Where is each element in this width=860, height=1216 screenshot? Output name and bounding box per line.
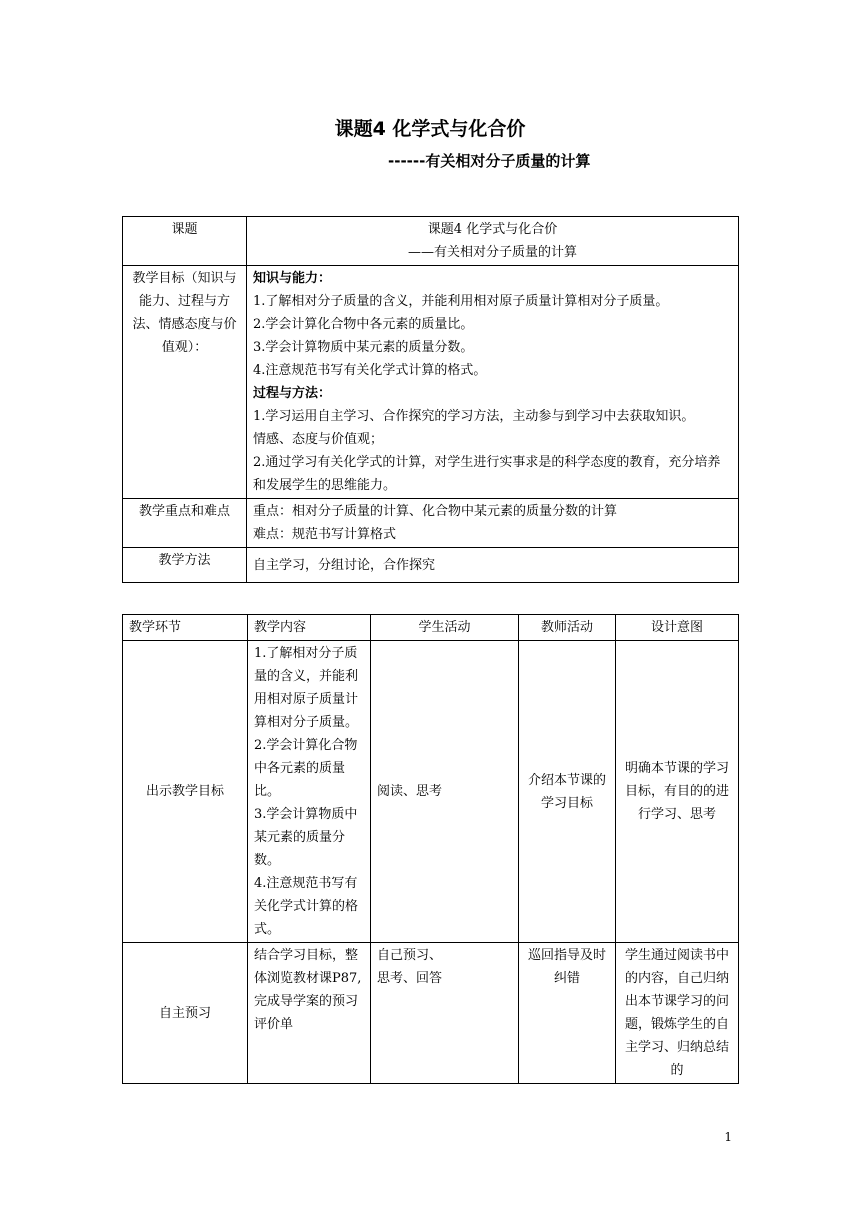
- table-row: [123, 943, 739, 1084]
- content-item: 4.注意规范书写有关化学式计算的格式。: [254, 876, 359, 937]
- goal-item: 1.了解相对分子质量的含义，并能利用相对原子质量计算相对分子质量。: [253, 294, 669, 309]
- topic-value: [247, 217, 739, 266]
- content-item: 3.学会计算物质中某元素的质量分数。: [254, 807, 358, 868]
- column-header: 教学环节: [123, 615, 248, 641]
- topic-value-line: ——有关相对分子质量的计算: [407, 245, 577, 260]
- goal-section-heading: 知识与能力：: [253, 271, 332, 286]
- content-cell: [248, 641, 371, 943]
- method-row: [123, 548, 739, 583]
- column-header: 教师活动: [519, 615, 616, 641]
- keypoint-line: 重点：相对分子质量的计算、化合物中某元素的质量分数的计算: [253, 504, 618, 519]
- method-value: 自主学习，分组讨论，合作探究: [247, 548, 739, 583]
- student-activity-line: 阅读、思考: [377, 784, 443, 799]
- topic-label: 课题: [123, 217, 247, 266]
- stage-cell: 自主预习: [123, 943, 248, 1084]
- column-header: 教学内容: [248, 615, 371, 641]
- student-activity-line: 思考、回答: [377, 971, 443, 986]
- content-item: 结合学习目标，整体浏览教材课P87,完成导学案的预习评价单: [254, 948, 362, 1032]
- teaching-process-table: [122, 614, 739, 1084]
- topic-value-line: 课题4 化学式与化合价: [427, 222, 558, 237]
- column-header: 学生活动: [371, 615, 519, 641]
- lesson-info-table: [122, 216, 739, 583]
- goal-item: 情感、态度与价值观；: [253, 432, 384, 447]
- design-intent-cell: 明确本节课的学习目标，有目的的进行学习、思考: [616, 641, 739, 943]
- process-header-row: [123, 615, 739, 641]
- design-intent-cell: 学生通过阅读书中的内容，自己归纳出本节课学习的问题，锻炼学生的自主学习、归纳总结的: [616, 943, 739, 1084]
- student-activity-cell: [371, 943, 519, 1084]
- goals-content: [247, 266, 739, 499]
- keypoints-row: [123, 499, 739, 548]
- keypoints-label: 教学重点和难点: [123, 499, 247, 548]
- process-body: [123, 641, 739, 1084]
- goal-item: 2.学会计算化合物中各元素的质量比。: [253, 317, 474, 332]
- document-subtitle: ------有关相对分子质量的计算: [388, 152, 591, 170]
- goal-section-heading: 过程与方法：: [253, 386, 332, 401]
- stage-cell: 出示教学目标: [123, 641, 248, 943]
- method-label: 教学方法: [123, 548, 247, 583]
- column-header: 设计意图: [616, 615, 739, 641]
- teacher-activity-cell: 巡回指导及时纠错: [519, 943, 616, 1084]
- document-title: 课题4 化学式与化合价: [334, 118, 526, 140]
- goal-item: 2.通过学习有关化学式的计算，对学生进行实事求是的科学态度的教育，充分培养和发展学生的思维能力。: [253, 455, 721, 493]
- table-row: [123, 641, 739, 943]
- content-item: 1.了解相对分子质量的含义，并能利用相对原子质量计算相对分子质量。: [254, 646, 359, 730]
- content-cell: [248, 943, 371, 1084]
- goal-item: 1.学习运用自主学习、合作探究的学习方法，主动参与到学习中去获取知识。: [253, 409, 695, 424]
- keypoints-content: [247, 499, 739, 548]
- topic-row: [123, 217, 739, 266]
- student-activity-line: 自己预习、: [377, 948, 443, 963]
- student-activity-cell: [371, 641, 519, 943]
- keypoint-line: 难点：规范书写计算格式: [253, 527, 397, 542]
- page-number: 1: [724, 1130, 732, 1144]
- goals-label: 教学目标（知识与能力、过程与方法、情感态度与价值观）：: [123, 266, 247, 499]
- goal-item: 3.学会计算物质中某元素的质量分数。: [253, 340, 474, 355]
- teacher-activity-cell: 介绍本节课的学习目标: [519, 641, 616, 943]
- content-item: 2.学会计算化合物中各元素的质量比。: [254, 738, 358, 799]
- goal-item: 4.注意规范书写有关化学式计算的格式。: [253, 363, 487, 378]
- goals-row: [123, 266, 739, 499]
